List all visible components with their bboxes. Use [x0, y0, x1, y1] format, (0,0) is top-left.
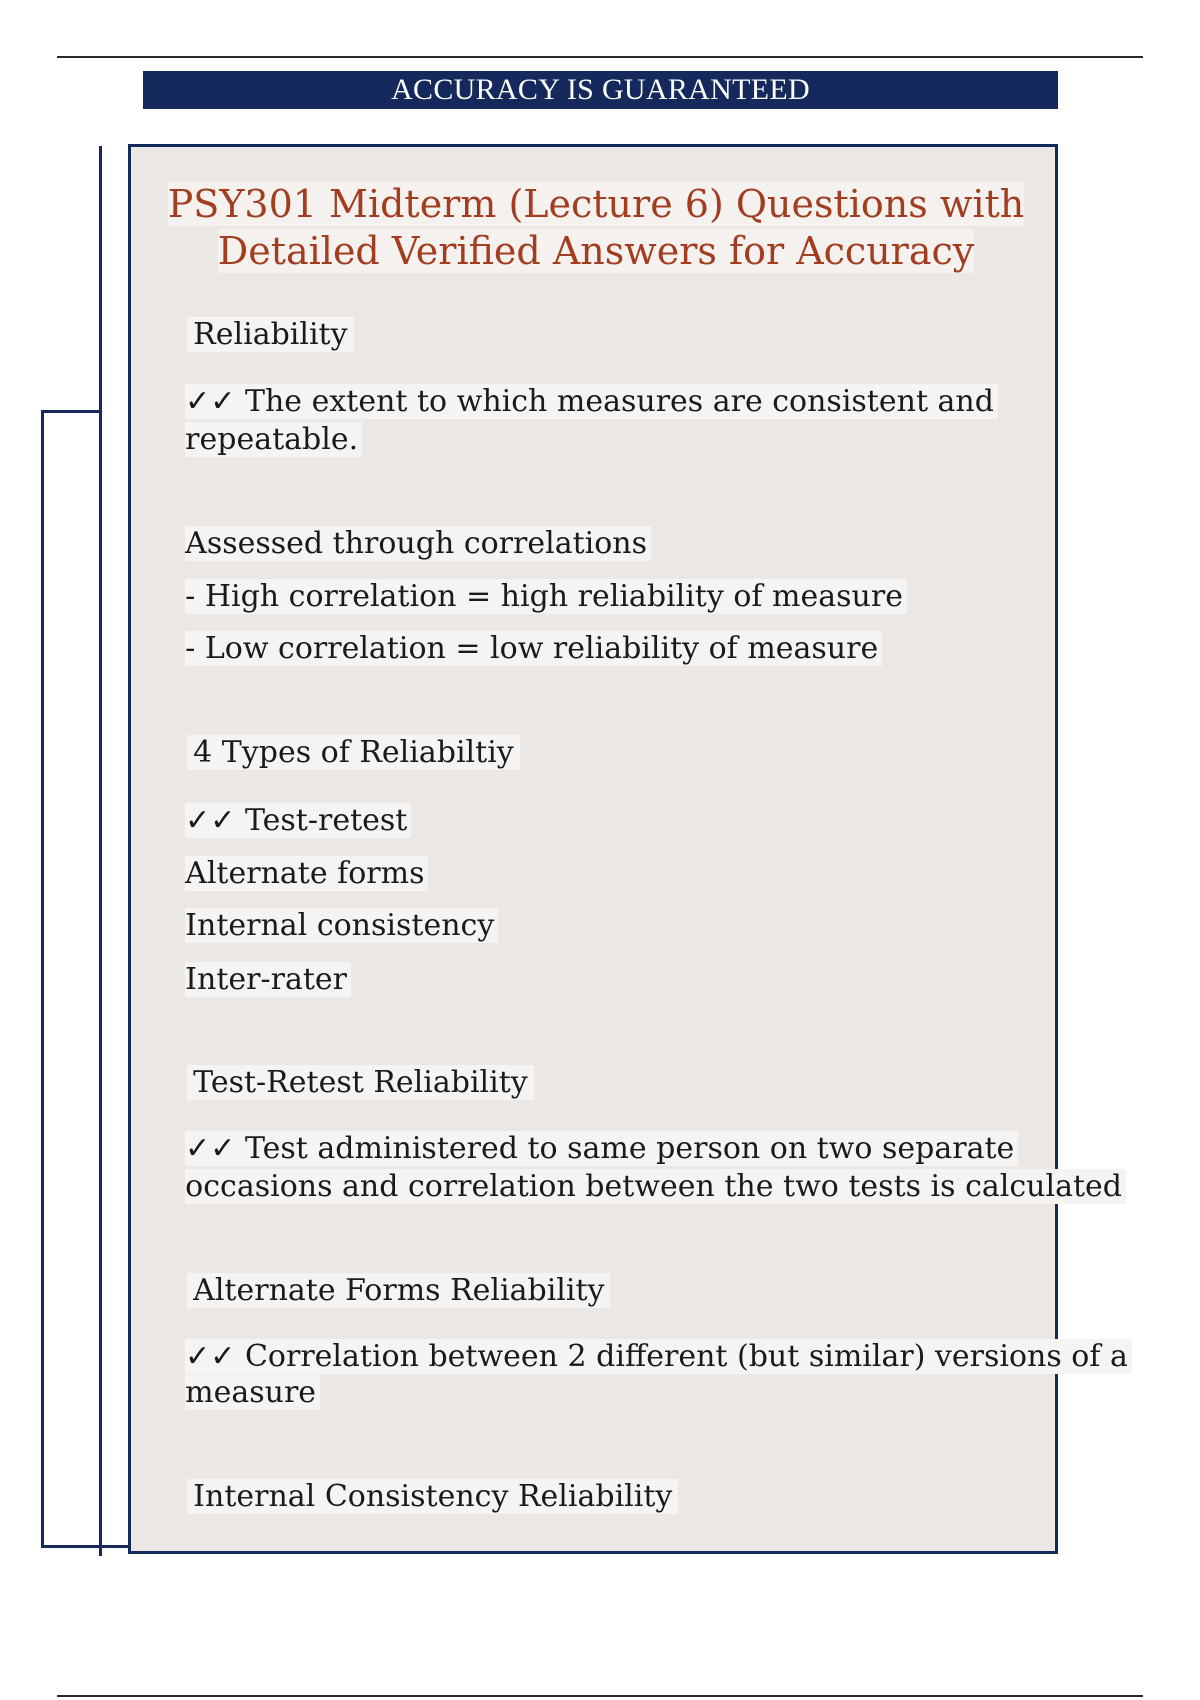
bracket-inner-line	[99, 146, 102, 1556]
content-panel	[128, 144, 1128, 1554]
definition-line: ✓✓ The extent to which measures are consistent and	[147, 345, 998, 459]
bottom-rule	[57, 1695, 1143, 1697]
definition-line: occasions and correlation between the two tests is calculated	[147, 1130, 1126, 1244]
definition-line: - High correlation = high reliability of measure	[147, 540, 907, 654]
definition-line: ✓✓ Test-retest	[147, 764, 411, 878]
definition-line: Alternate forms	[147, 817, 428, 931]
definition-line: Assessed through correlations	[147, 487, 651, 601]
card-term: Test-Retest Reliability	[149, 1026, 534, 1140]
document-title	[131, 181, 1061, 275]
definition-line: Inter-rater	[147, 923, 351, 1037]
title-line-2: Detailed Verified Answers for Accuracy	[217, 229, 975, 273]
banner-text: ACCURACY IS GUARANTEED	[391, 73, 810, 106]
bracket-connector-line	[41, 410, 101, 413]
card-term: 4 Types of Reliabiltiy	[149, 696, 520, 810]
definition-line: repeatable.	[147, 383, 362, 497]
definition-line: Internal consistency	[147, 869, 498, 983]
card-term: Reliability	[149, 278, 354, 392]
definition-line: measure	[147, 1336, 320, 1450]
accuracy-banner	[143, 71, 1058, 109]
title-line-1: PSY301 Midterm (Lecture 6) Questions with	[167, 182, 1025, 226]
definition-line: - Low correlation = low reliability of measure	[147, 592, 882, 706]
card-term: Internal Consistency Reliability	[149, 1440, 678, 1554]
definition-line: ✓✓ Test administered to same person on two separate	[147, 1092, 1018, 1206]
bracket-outer-line	[41, 411, 44, 1547]
top-rule	[57, 56, 1143, 58]
definition-line: ✓✓ Correlation between 2 different (but similar) versions of a	[147, 1300, 1132, 1414]
card-term: Alternate Forms Reliability	[149, 1234, 610, 1348]
